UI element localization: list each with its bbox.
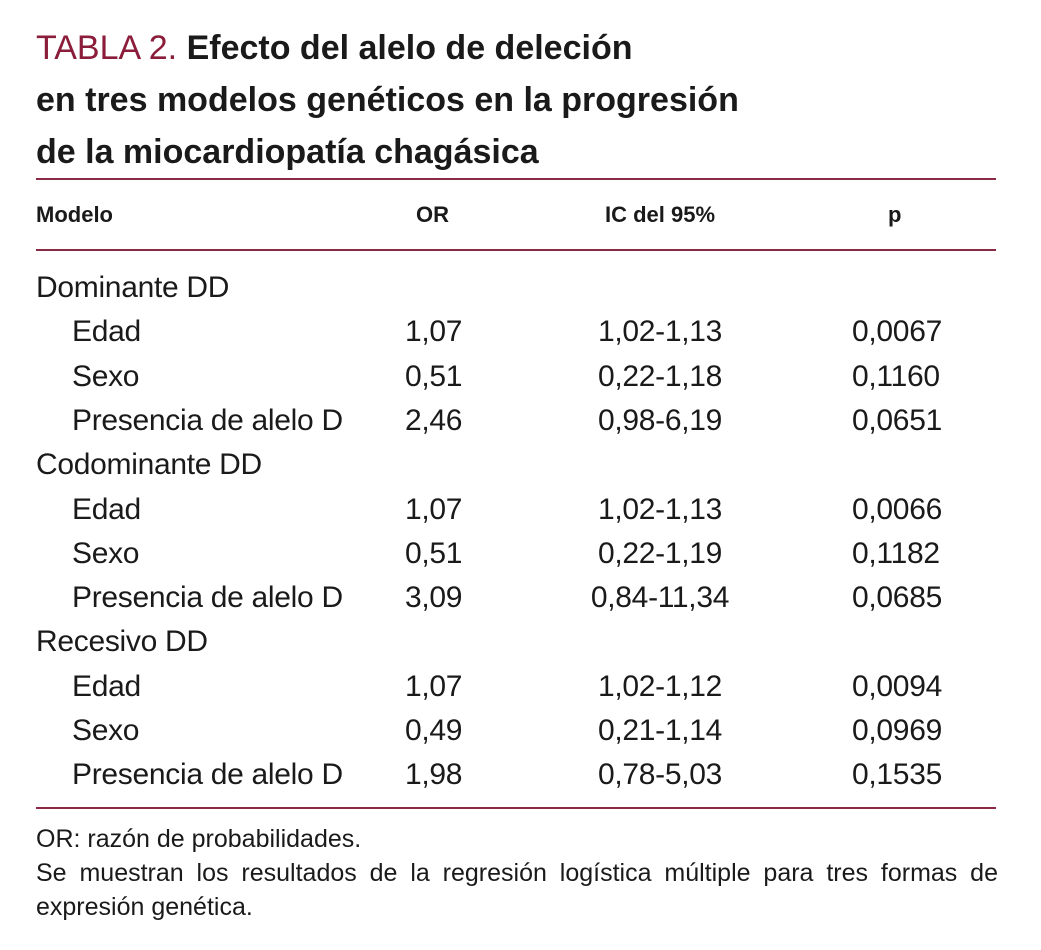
p-value: 0,0067 [852, 315, 942, 349]
table-row [0, 355, 1041, 399]
or-value: 0,51 [405, 359, 463, 393]
title-line-2: en tres modelos genéticos en la progresión [36, 81, 739, 119]
title-line-3: de la miocardiopatía chagásica [36, 133, 539, 171]
ci-value: 0,84-11,34 [590, 581, 730, 615]
table-row [0, 310, 1041, 354]
ci-value: 0,22-1,19 [597, 536, 723, 570]
p-value: 0,0094 [852, 669, 942, 703]
or-value: 3,09 [405, 581, 463, 615]
ci-value: 1,02-1,12 [597, 669, 723, 703]
table-number-label: TABLA 2. [36, 29, 178, 67]
or-value: 0,49 [405, 714, 463, 747]
variable-label: Edad [72, 315, 141, 349]
variable-label: Presencia de alelo D [72, 758, 343, 792]
ci-value: 0,98-6,19 [597, 403, 723, 437]
group-row [0, 443, 1041, 487]
or-value: 1,07 [405, 669, 463, 703]
group-name: Recesivo DD [36, 625, 208, 659]
or-value: 0,51 [405, 536, 463, 570]
description-note: Se muestran los resultados de la regresión logística múltiple para tres formas de expresión genética. [36, 859, 998, 921]
header-rule [36, 249, 996, 251]
table-notes [36, 822, 998, 924]
p-value: 0,1160 [852, 359, 940, 393]
abbreviation-note: OR: razón de probabilidades. [36, 825, 362, 853]
p-value: 0,0066 [852, 492, 942, 526]
ci-value: 1,02-1,13 [597, 492, 723, 526]
table-row [0, 753, 1041, 797]
p-value: 0,0685 [852, 581, 942, 615]
header-ic: IC del 95% [604, 202, 716, 227]
group-row [0, 266, 1041, 310]
ci-value: 1,02-1,13 [597, 315, 723, 349]
variable-label: Edad [72, 492, 141, 526]
group-name: Codominante DD [36, 448, 262, 482]
table-row [0, 576, 1041, 620]
or-value: 1,07 [405, 492, 463, 526]
ci-value: 0,21-1,14 [597, 714, 723, 747]
table-row [0, 488, 1041, 532]
ci-value: 0,78-5,03 [597, 758, 723, 792]
variable-label: Sexo [72, 359, 140, 393]
or-value: 2,46 [405, 403, 463, 437]
p-value: 0,0969 [852, 714, 942, 747]
group-name: Dominante DD [36, 271, 230, 304]
group-row [0, 620, 1041, 664]
header-p: p [888, 202, 902, 227]
variable-label: Presencia de alelo D [72, 581, 343, 615]
table-row [0, 399, 1041, 443]
p-value: 0,0651 [852, 403, 942, 437]
table-title [36, 22, 1016, 178]
table-row [0, 709, 1041, 753]
variable-label: Presencia de alelo D [72, 403, 343, 437]
variable-label: Sexo [72, 714, 140, 747]
p-value: 0,1535 [852, 758, 942, 792]
p-value: 0,1182 [852, 536, 940, 570]
table-row [0, 532, 1041, 576]
variable-label: Edad [72, 669, 141, 703]
header-or: OR [416, 202, 449, 227]
table-row [0, 665, 1041, 709]
ci-value: 0,22-1,18 [597, 359, 723, 393]
variable-label: Sexo [72, 536, 140, 570]
title-line-1: Efecto del alelo de deleción [186, 29, 633, 67]
bottom-rule [36, 807, 996, 809]
header-modelo: Modelo [36, 202, 113, 227]
or-value: 1,07 [405, 315, 463, 349]
or-value: 1,98 [405, 758, 463, 792]
top-rule [36, 178, 996, 180]
